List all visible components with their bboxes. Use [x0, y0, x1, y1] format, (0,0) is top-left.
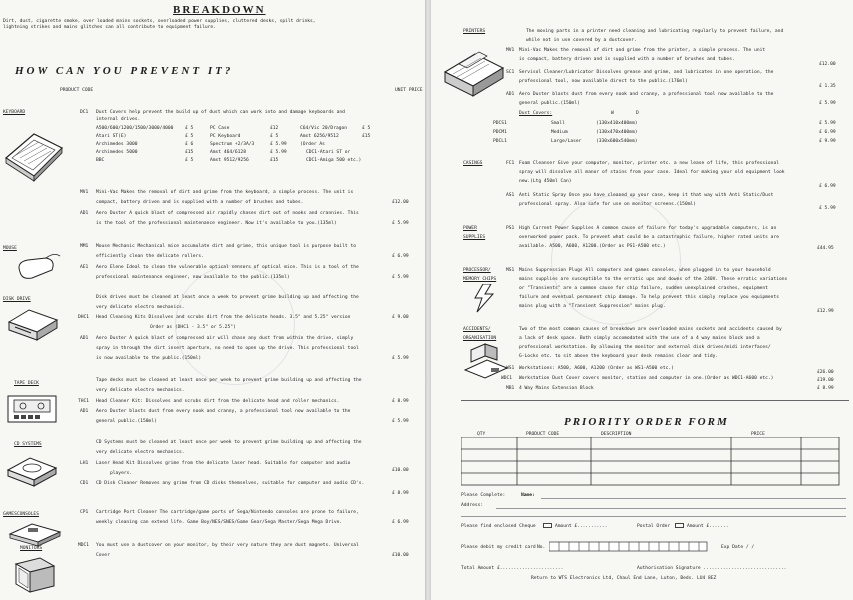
acc-wd-line: Workstation Dust Cover covers monitor, station and computer in one.(Order as WDC1-A600 etc.) — [519, 376, 774, 381]
disk-hc-line-2: Order as (DHC1 - 3.5" or 5.25") — [150, 325, 236, 330]
pr-sc-price: £ 1.35 — [819, 84, 836, 89]
cd-intro-2: very delicate electro mechanics. — [96, 450, 185, 455]
acc-line-3: professional workstation. By allowing the monitor and external disk drives/midi interfaces/ — [519, 345, 771, 350]
cd-lh-line-1: Laser Head Kit Dissolves grime from the delicate laser head. Suitable for computer and audio — [96, 461, 351, 466]
code-lh1: LH1 — [80, 461, 89, 466]
please-complete-label: Please Complete: — [461, 493, 506, 498]
unit-price-header: UNIT PRICE — [395, 88, 423, 93]
dc-row-1-price: £ 5.99 — [819, 121, 836, 126]
mouse-ae-line-1: Aero Elene Ideal to clean the vulnerable optical sensors of optical mice. This is a tool of the — [96, 265, 359, 270]
kb-row-1-f: £ 5 — [362, 126, 371, 131]
name-label: Name: — [521, 493, 535, 498]
code-ad1-disk: AD1 — [80, 336, 89, 341]
pr-sc-line-1: Servisol Cleaner/Lubricator Dissolves grease and grime, and lubricates in one operation, the — [519, 70, 774, 75]
left-page — [0, 0, 425, 600]
code-mm1: MM1 — [80, 244, 89, 249]
category-disk-drive: DISK DRIVE — [3, 297, 31, 302]
category-mouse: MOUSE — [3, 246, 17, 251]
code-mdc1: MDC1 — [78, 543, 90, 548]
kb-mv-price: £12.00 — [392, 200, 409, 205]
proc-line-1: Mains Suppression Plugs All computers and games consoles, when plugged in to your household — [519, 268, 771, 273]
kb-row-2-a: Atari ST(E) — [96, 134, 127, 139]
tape-deck-icon — [4, 390, 60, 426]
dust-covers-label: Dust Covers: — [519, 111, 553, 116]
tape-intro-2: very delicate electro mechanics. — [96, 388, 185, 393]
kb-row-3-d: £ 5.99 — [270, 142, 287, 147]
code-sc1: SC1 — [506, 70, 515, 75]
kb-row-3-b: £ 6 — [185, 142, 194, 147]
code-ae1: AE1 — [80, 265, 89, 270]
kb-row-4-d: £ 5.99 — [270, 150, 287, 155]
code-mb1: MB1 — [506, 386, 515, 391]
tape-ad-line-2: general public.(150ml) — [96, 419, 157, 424]
mouse-mm-line-2: efficiently clean the delicate rollers. — [96, 254, 204, 259]
code-dhc1: DHC1 — [78, 315, 90, 320]
kb-row-5-d: £15 — [270, 158, 279, 163]
card-number-boxes[interactable] — [549, 541, 709, 552]
acc-line-2: a lack of desk space. Both simply accomodated with the use of a 4 way mains block and a — [519, 336, 760, 341]
kb-row-2-b: £ 5 — [185, 134, 194, 139]
acc-wd-price: £19.00 — [817, 378, 834, 383]
right-page — [431, 0, 853, 600]
kb-row-5-a: BBC — [96, 158, 105, 163]
cas-fc-line-3: new.(Ltg 450ml Can) — [519, 179, 572, 184]
mon-line-1: You must use a dustcover on your monitor, by their very nature they are dust magnets. Universal — [96, 543, 359, 548]
pow-line-2: overworked power pack. To prevent what could be a catastrophic failure, higher rated units are — [519, 235, 779, 240]
code-cp1: CP1 — [80, 510, 89, 515]
dc-row-1-code: PDCS1 — [493, 121, 507, 126]
code-thc1: THC1 — [78, 399, 90, 404]
cas-fc-price: £ 6.99 — [819, 184, 836, 189]
category-cd-systems: CD SYSTEMS — [14, 442, 42, 447]
code-fc1: FC1 — [506, 161, 515, 166]
kb-row-1-c: PC Case — [210, 126, 230, 131]
category-monitors: MONITORS — [20, 546, 43, 551]
disk-hc-price: £ 9.00 — [392, 315, 409, 320]
form-top-rule — [461, 400, 849, 401]
disk-ad-line-2: spray in through the dirt insert aperture, no need to open up the drive. This professional tool — [96, 346, 359, 351]
disk-ad-line-3: is now available to the public.(150ml) — [96, 356, 202, 361]
kb-row-2-c: PC Keyboard — [210, 134, 241, 139]
amount2-label: Amount £....... — [687, 524, 729, 529]
kb-row-5-b: £ 5 — [185, 158, 194, 163]
category-power-2: SUPPLIES — [463, 235, 486, 240]
lightning-chip-icon — [469, 284, 503, 314]
category-casings: CASINGS — [463, 161, 483, 166]
tape-intro-1: Tape decks must be cleaned at least once per week to prevent grime building up and affecting the — [96, 378, 362, 383]
printers-intro-1: The moving parts in a printer need cleaning and lubricating regularly to prevent failure, and — [526, 29, 784, 34]
amount-label: Amount £........... — [555, 524, 608, 529]
category-games-consoles: GAMESCONSOLES — [3, 512, 39, 517]
kb-line-2: internal drives. — [96, 117, 141, 122]
pr-mv-line-1: Mini-Vac Makes the removal of dirt and grime from the printer, a simple process. The unit — [519, 48, 766, 53]
cas-as-line-2: professional spray. Also safe for use on monitor screens.(150ml) — [519, 202, 697, 207]
code-ps1: PS1 — [506, 226, 515, 231]
address-field-2[interactable] — [461, 516, 846, 517]
dust-cover-d: D — [636, 111, 639, 116]
category-tape-deck: TAPE DECK — [14, 381, 39, 386]
category-keyboard: KEYBOARD — [3, 110, 26, 115]
category-power-1: POWER — [463, 226, 477, 231]
game-console-icon — [6, 518, 64, 548]
cd-lh-line-2: players. — [110, 471, 133, 476]
code-ws1: WS1 — [506, 366, 515, 371]
cas-fc-line-1: Foam Cleanser Give your computer, monitor, printer etc. a new lease of life, this professional — [519, 161, 779, 166]
mouse-mm-line-1: Mouse Mechanic Mechanical mice accumulate dirt and grime, this unique tool is purpose built to — [96, 244, 356, 249]
return-address: Return to WTS Electronics Ltd, Chaul End Lane, Luton, Beds. LU4 8EZ — [531, 576, 717, 581]
pow-price: £44.95 — [817, 246, 834, 251]
tape-ad-price: £ 5.99 — [392, 419, 409, 424]
intro-line-1: Dirt, dust, cigarette smoke, over loaded mains sockets, overloaded power supplies, cluttered desks, spilt drinks, — [3, 19, 316, 24]
address-field-1[interactable] — [496, 508, 846, 509]
kb-row-1-d: £12 — [270, 126, 279, 131]
dc-row-2-size: Medium — [551, 130, 568, 135]
dc-row-3-size: Large/Laser — [551, 139, 582, 144]
proc-line-2: mains supplies are susceptible to the erratic ups and downs of the 240V. These erratic variations — [519, 277, 788, 282]
code-as1: AS1 — [506, 193, 515, 198]
mouse-icon — [12, 252, 62, 282]
col-qty: QTY — [477, 432, 486, 437]
dc-row-3-dims: (330x600x540mm) — [596, 139, 638, 144]
monitor-icon — [10, 554, 58, 596]
cas-as-line-1: Anti Static Spray Once you have cleaned up your case, keep it that way with Anti Static/Dust — [519, 193, 774, 198]
mouse-mm-price: £ 6.99 — [392, 254, 409, 259]
code-ad1-printer: AD1 — [506, 92, 515, 97]
mon-line-2: Cover — [96, 553, 110, 558]
dust-cover-w: W — [611, 111, 614, 116]
cd-dc-line: CD Disk Cleaner Removes any grime from CD disks themselves, suitable for computer and audio CD's. — [96, 481, 365, 486]
postal-order-label: Postal Order — [637, 524, 671, 529]
dc-row-2-dims: (130x470x400mm) — [596, 130, 638, 135]
category-printers: PRINTERS — [463, 29, 486, 34]
cd-dc-price: £ 8.99 — [392, 491, 409, 496]
postal-order-checkbox[interactable] — [675, 523, 684, 528]
kb-row-5-c: Amst 9512/9256 — [210, 158, 249, 163]
game-line-1: Cartridge Port Cleaner The cartridge/game ports of Sega/Nintendo consoles are prone to failure, — [96, 510, 359, 515]
pr-ad-line-2: general public.(150ml) — [519, 101, 580, 106]
kb-line-1: Dust Covers help prevent the build up of dust which can work into and damage keyboards and — [96, 110, 345, 115]
cd-lh-price: £10.00 — [392, 468, 409, 473]
pr-mv-price: £12.00 — [819, 62, 836, 67]
category-accidents-1: ACCIDENTS/ — [463, 327, 491, 332]
dc-row-3-price: £ 9.99 — [819, 139, 836, 144]
debit-text: Please debit my credit card — [461, 545, 536, 550]
authorisation-label[interactable]: Authorisation Signature .............................. — [637, 566, 787, 571]
code-mv1-printer: MV1 — [506, 48, 515, 53]
printer-icon — [441, 40, 505, 106]
code-cd1: CD1 — [80, 481, 89, 486]
game-line-2: weekly cleaning can extend life. Game Boy/NES/SNES/Game Gear/Sega Master/Sega Mega Drive. — [96, 520, 343, 525]
total-amount-label[interactable]: Total Amount £....................... — [461, 566, 564, 571]
dc-row-3-code: PDCL1 — [493, 139, 507, 144]
kb-mv-line-2: compact, battery driven and is supplied with a number of brushes and tubes. — [96, 200, 304, 205]
code-ms1: MS1 — [506, 268, 515, 273]
pow-line-3: available. A500, A600, A1200.(Order as PS1-A500 etc.) — [519, 244, 666, 249]
game-price: £ 6.99 — [392, 520, 409, 525]
dc-row-2-code: PDCM1 — [493, 130, 507, 135]
code-mv1: MV1 — [80, 190, 89, 195]
kb-row-4-c: Amst 464/6128 — [210, 150, 246, 155]
proc-line-5: mains plug with a "Transient Suppression" mains plug. — [519, 304, 666, 309]
address-label: Address: — [461, 503, 484, 508]
cd-intro-1: CD Systems must be cleaned at least once per week to prevent grime building up and affecting the — [96, 440, 362, 445]
disk-ad-line-1: Aero Duster A quick blast of compressed air will chase any dust from within the drive, simply — [96, 336, 354, 341]
kb-row-1-a: A500/600/1200/1500/3000/4000 — [96, 126, 174, 131]
disk-drive-icon — [5, 304, 61, 342]
section-heading: HOW CAN YOU PREVENT IT? — [15, 65, 234, 77]
code-wdc1: WDC1 — [501, 376, 513, 381]
printers-intro-2: while not in use covered by a dustcover. — [526, 38, 637, 43]
kb-row-3-a: Archimedes 3000 — [96, 142, 138, 147]
keyboard-icon — [4, 118, 64, 188]
proc-line-4: failure and eventual permanent chip damage. To help prevent this simply replace you equipments — [519, 295, 779, 300]
pr-mv-line-2: is compact, battery driven and is supplied with a number of brushes and tubes. — [519, 57, 735, 62]
acc-ws-line: Workstations: A500, A600, A1200 (Order as WS1-A500 etc.) — [519, 366, 674, 371]
disk-intro-1: Disk drives must be cleaned at least once a week to prevent grime building up and affecting the — [96, 295, 359, 300]
col-description: DESCRIPTION — [601, 432, 632, 437]
disk-hc-line-1: Head Cleaning Kits Dissolves and scrubs dirt from the delicate heads. 3.5" and 5.25" version — [96, 315, 351, 320]
dc-row-2-price: £ 6.99 — [819, 130, 836, 135]
kb-row-2-e: Amst 6256/9512 — [300, 134, 339, 139]
kb-row-1-b: £ 5 — [185, 126, 194, 131]
code-ad1-tape: AD1 — [80, 409, 89, 414]
exp-date-label[interactable]: Exp Date / / — [721, 545, 755, 550]
pr-ad-line-1: Aero Duster blasts dust from every nook and cranny, a professional tool now available to the — [519, 92, 774, 97]
kb-row-3-c: Spectrum +2/3A/3 — [210, 142, 255, 147]
name-field[interactable] — [541, 498, 846, 499]
pr-ad-price: £ 5.99 — [819, 101, 836, 106]
kb-ad-line-2: is the tool of the professional maintenance engineer. Now it's available to you.(135ml) — [96, 221, 337, 226]
mouse-ae-line-2: professional maintenance engineer, now available to the public.(135ml) — [96, 275, 290, 280]
cas-as-price: £ 5.99 — [819, 206, 836, 211]
code-ad1: AD1 — [80, 211, 89, 216]
kb-row-2-d: £ 5 — [270, 134, 279, 139]
mon-price: £10.00 — [392, 553, 409, 558]
category-processor-1: PROCESSOR/ — [463, 268, 491, 273]
kb-ad-line-1: Aero Duster A quick blast of compressed air rapidly chases dirt out of nooks and crannies. This — [96, 211, 359, 216]
kb-row-1-e: C64/Vic 20/Dragon — [300, 126, 348, 131]
kb-ad-price: £ 5.99 — [392, 221, 409, 226]
product-code-header: PRODUCT CODE — [60, 88, 94, 93]
col-price: PRICE — [751, 432, 765, 437]
tape-hc-line: Head Cleaner Kit: Dissolves and scrubs dirt from the delicate head and roller mechanics. — [96, 399, 340, 404]
disk-intro-2: very delicate electro mechanics. — [96, 305, 185, 310]
cd-player-icon — [4, 450, 60, 488]
cheque-checkbox[interactable] — [543, 523, 552, 528]
proc-line-3: or "Transients" are a common cause for chip failure, sudden unexplained crashes, equipment — [519, 286, 768, 291]
intro-line-2: lightning strikes and mains glitches can all contribute to equipment failure. — [3, 25, 216, 30]
dc-row-1-size: Small — [551, 121, 565, 126]
proc-price: £12.99 — [817, 309, 834, 314]
kb-row-2-f: £15 — [362, 134, 371, 139]
acc-line-1: Two of the most common causes of breakdown are overloaded mains sockets and accidents caused by — [519, 327, 782, 332]
kb-row-4-e: CDC1-Atari ST or — [306, 150, 351, 155]
category-processor-2: MEMORY CHIPS — [463, 277, 497, 282]
cheque-text: Please find enclosed Cheque — [461, 524, 536, 529]
acc-line-4: G-Locks etc. to sit above the keyboard your desk remains clear and tidy. — [519, 354, 719, 359]
acc-mb-line: 4 Way Mains Extension Block — [519, 386, 594, 391]
col-product-code: PRODUCT CODE — [526, 432, 560, 437]
pr-sc-line-2: professional tool, now available direct to the public.(176ml) — [519, 79, 688, 84]
acc-ws-price: £26.00 — [817, 370, 834, 375]
order-form-title: PRIORITY ORDER FORM — [564, 416, 729, 428]
order-table-grid[interactable] — [461, 437, 841, 487]
kb-row-3-e: (Order As — [300, 142, 325, 147]
pow-line-1: High Current Power Supplies A common cause of failure for today's upgradable computers, is an — [519, 226, 777, 231]
card-no-label: No. — [537, 545, 546, 550]
disk-ad-price: £ 5.99 — [392, 356, 409, 361]
cas-fc-line-2: spray will dissolve all manor of stains from your case. Ideal for making your old equipment look — [519, 170, 785, 175]
dc-row-1-dims: (130x410x400mm) — [596, 121, 638, 126]
kb-row-4-b: £15 — [185, 150, 194, 155]
kb-row-4-a: Archimedes 5000 — [96, 150, 138, 155]
code-dc1: DC1 — [80, 110, 89, 115]
kb-mv-line-1: Mini-Vac Makes the removal of dirt and grime from the keyboard, a simple process. The unit is — [96, 190, 354, 195]
category-accidents-2: ORGANISATION — [463, 336, 497, 341]
tape-ad-line-1: Aero Duster blasts dust from every nook and cranny, a professional tool now available to the — [96, 409, 351, 414]
tape-hc-price: £ 8.99 — [392, 399, 409, 404]
mouse-ae-price: £ 5.99 — [392, 275, 409, 280]
acc-mb-price: £ 8.99 — [817, 386, 834, 391]
kb-row-5-e: CDC1-Amiga 500 etc.) — [306, 158, 362, 163]
page-title: BREAKDOWN — [173, 4, 266, 16]
